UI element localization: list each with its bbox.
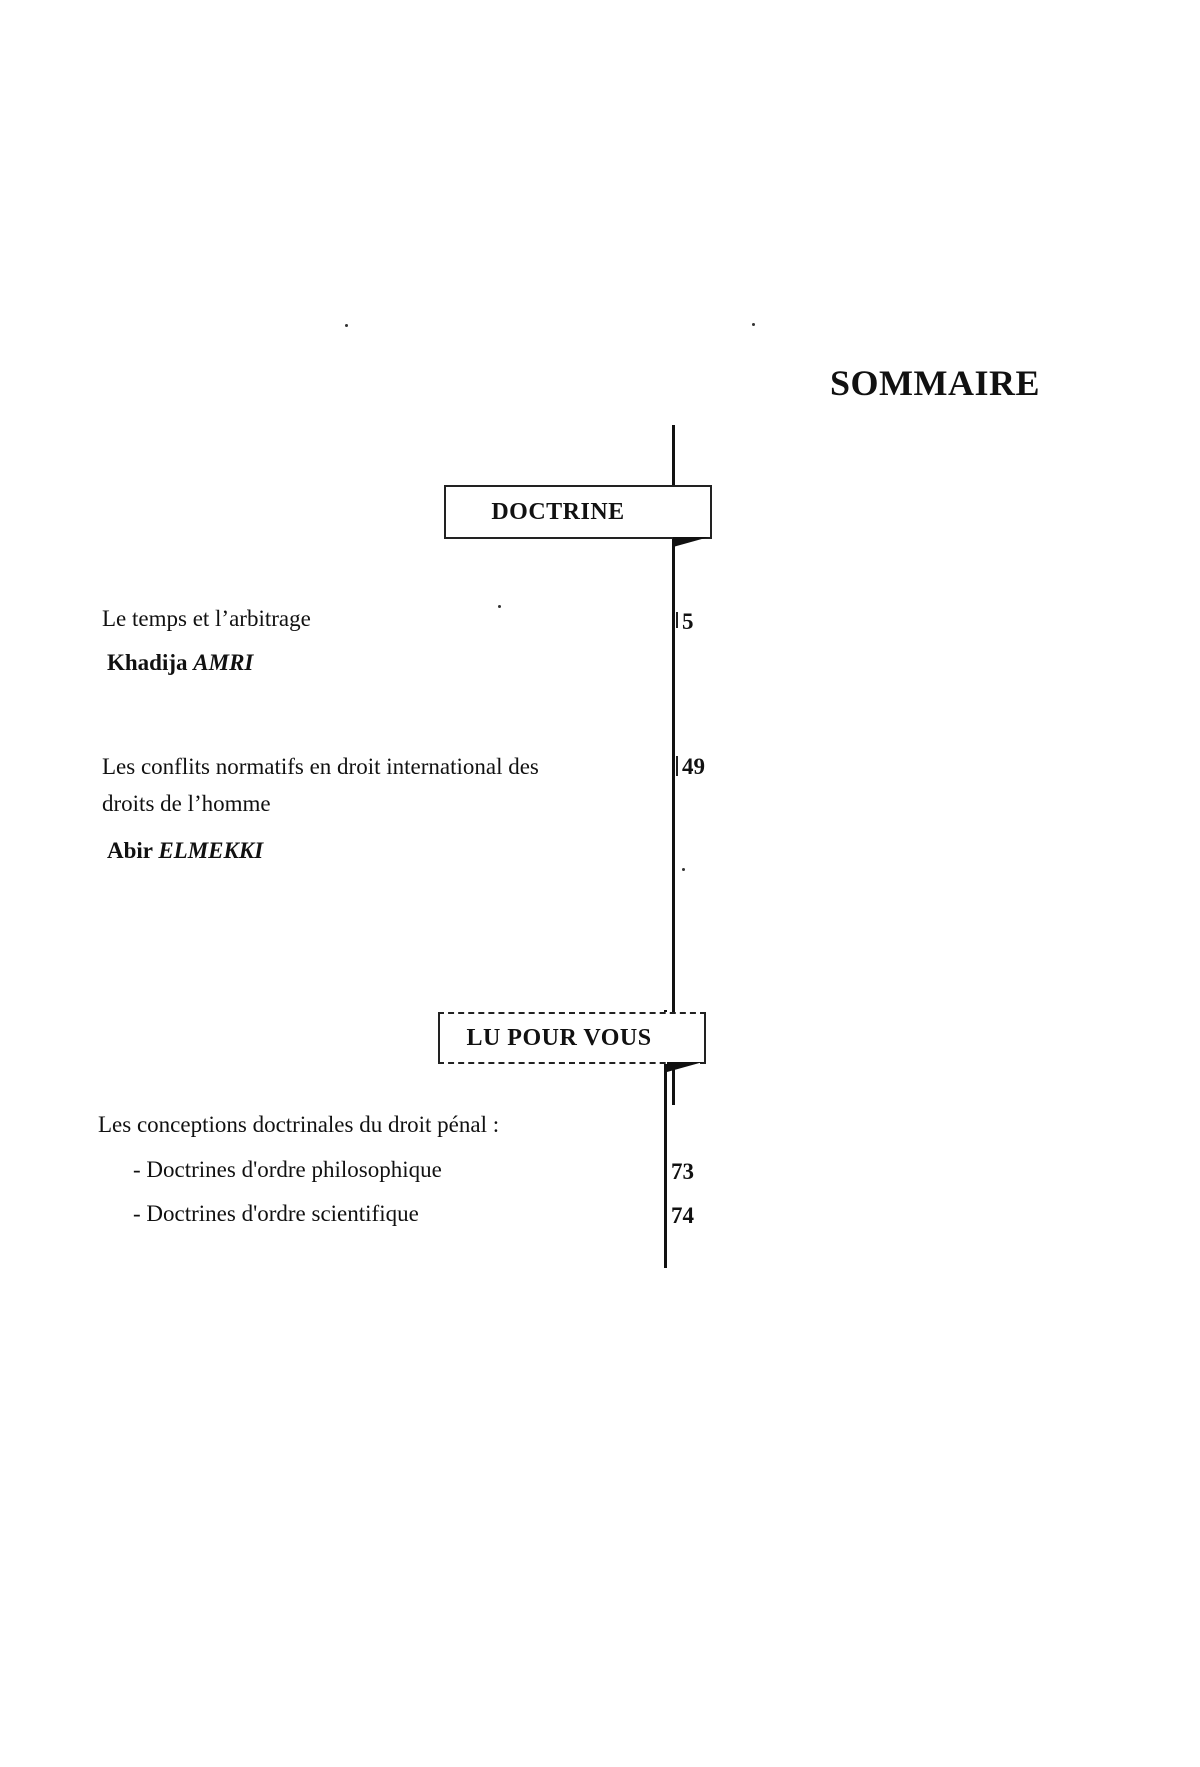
scan-speck (345, 324, 348, 327)
section-box-doctrine (444, 485, 712, 539)
entry-author (107, 838, 263, 864)
entry-title: Le temps et l’arbitrage (102, 606, 311, 631)
entry-heading: Les conceptions doctrinales du droit pénal : (98, 1112, 500, 1137)
author-first-name: Abir (107, 838, 153, 863)
author-first-name: Khadija (107, 650, 188, 675)
entry-title: droits de l’homme (102, 791, 271, 816)
page-number: 74 (671, 1203, 694, 1228)
scan-speck (682, 868, 685, 871)
rule-tick (676, 756, 678, 776)
section-box-lu-pour-vous (438, 1012, 706, 1064)
sub-entry: - Doctrines d'ordre philosophique (133, 1157, 442, 1182)
author-surname: AMRI (193, 650, 254, 675)
flag-marker (673, 537, 709, 547)
author-surname: ELMEKKI (158, 838, 264, 863)
rule-tick (676, 612, 678, 628)
scan-speck (752, 323, 755, 326)
page-number: 73 (671, 1159, 694, 1184)
scan-speck (498, 605, 501, 608)
page-number: 49 (682, 754, 705, 779)
entry-title: Les conflits normatifs en droit international des (102, 754, 539, 779)
sub-entry: - Doctrines d'ordre scientifique (133, 1201, 419, 1226)
flag-marker (667, 1062, 703, 1072)
section-label: LU POUR VOUS (466, 1024, 652, 1051)
page-number: 5 (682, 609, 694, 634)
section-label: DOCTRINE (491, 498, 625, 525)
page-title: SOMMAIRE (830, 363, 1040, 403)
entry-author (107, 650, 253, 676)
